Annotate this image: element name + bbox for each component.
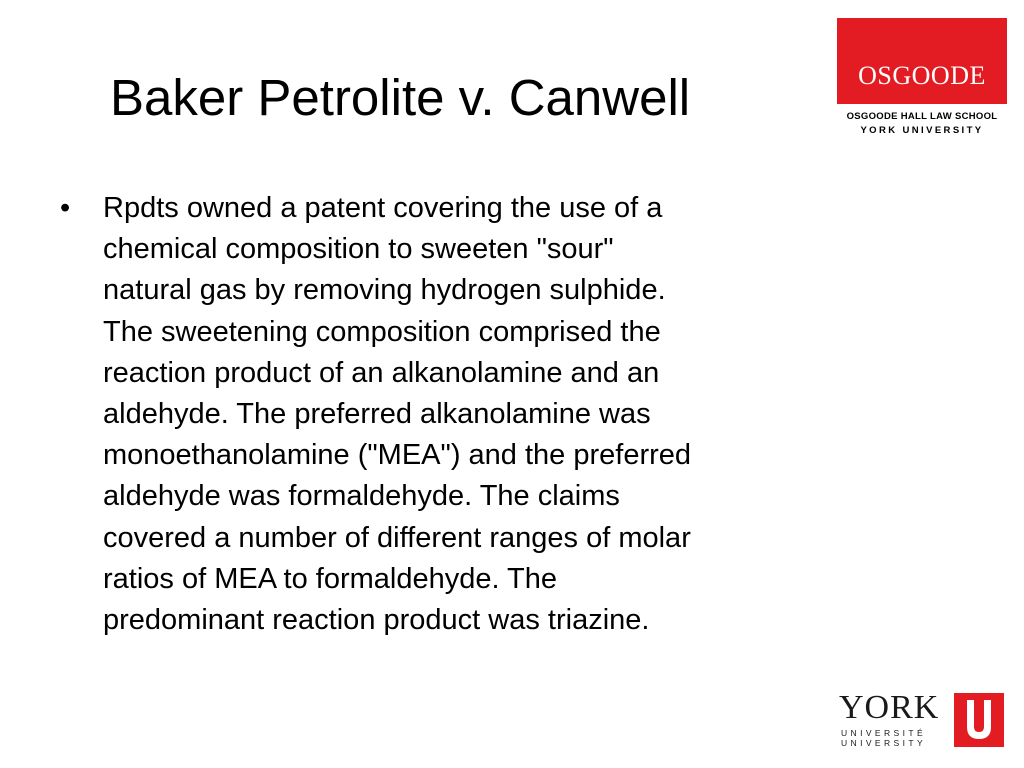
- york-logo-english-line: UNIVERSITY: [841, 738, 927, 748]
- osgoode-logo-red-block: [837, 18, 1007, 104]
- osgoode-logo: [837, 18, 1007, 136]
- osgoode-logo-wordmark: OSGOODE: [858, 61, 986, 90]
- york-logo-wordmark: YORK: [839, 689, 940, 726]
- slide-body: [58, 188, 818, 641]
- bullet-line: monoethanolamine ("MEA") and the preferred: [103, 439, 692, 472]
- osgoode-logo-school-line: OSGOODE HALL LAW SCHOOL: [846, 111, 998, 122]
- bullet-line: chemical composition to sweeten "sour": [103, 233, 614, 266]
- bullet-icon: •: [60, 192, 71, 224]
- york-u-mark-icon: [954, 693, 1004, 747]
- osgoode-logo-university-line: YORK UNIVERSITY: [860, 125, 984, 136]
- bullet-line: reaction product of an alkanolamine and an: [103, 356, 660, 389]
- bullet-text: [103, 188, 818, 641]
- bullet-line: aldehyde was formaldehyde. The claims: [103, 480, 620, 513]
- slide-title: Baker Petrolite v. Canwell: [110, 69, 691, 126]
- bullet-line: ratios of MEA to formaldehyde. The: [103, 562, 558, 595]
- bullet-line: aldehyde. The preferred alkanolamine was: [103, 398, 651, 431]
- bullet-item: [58, 188, 818, 641]
- bullet-line: The sweetening composition comprised the: [103, 315, 661, 348]
- york-logo: [837, 690, 1007, 750]
- bullet-line: Rpdts owned a patent covering the use of a: [103, 192, 663, 224]
- bullet-line: covered a number of different ranges of molar: [103, 521, 691, 554]
- bullet-line: natural gas by removing hydrogen sulphide.: [103, 274, 666, 307]
- bullet-line: predominant reaction product was triazine.: [103, 604, 650, 637]
- york-logo-french-line: UNIVERSITÉ: [841, 728, 927, 738]
